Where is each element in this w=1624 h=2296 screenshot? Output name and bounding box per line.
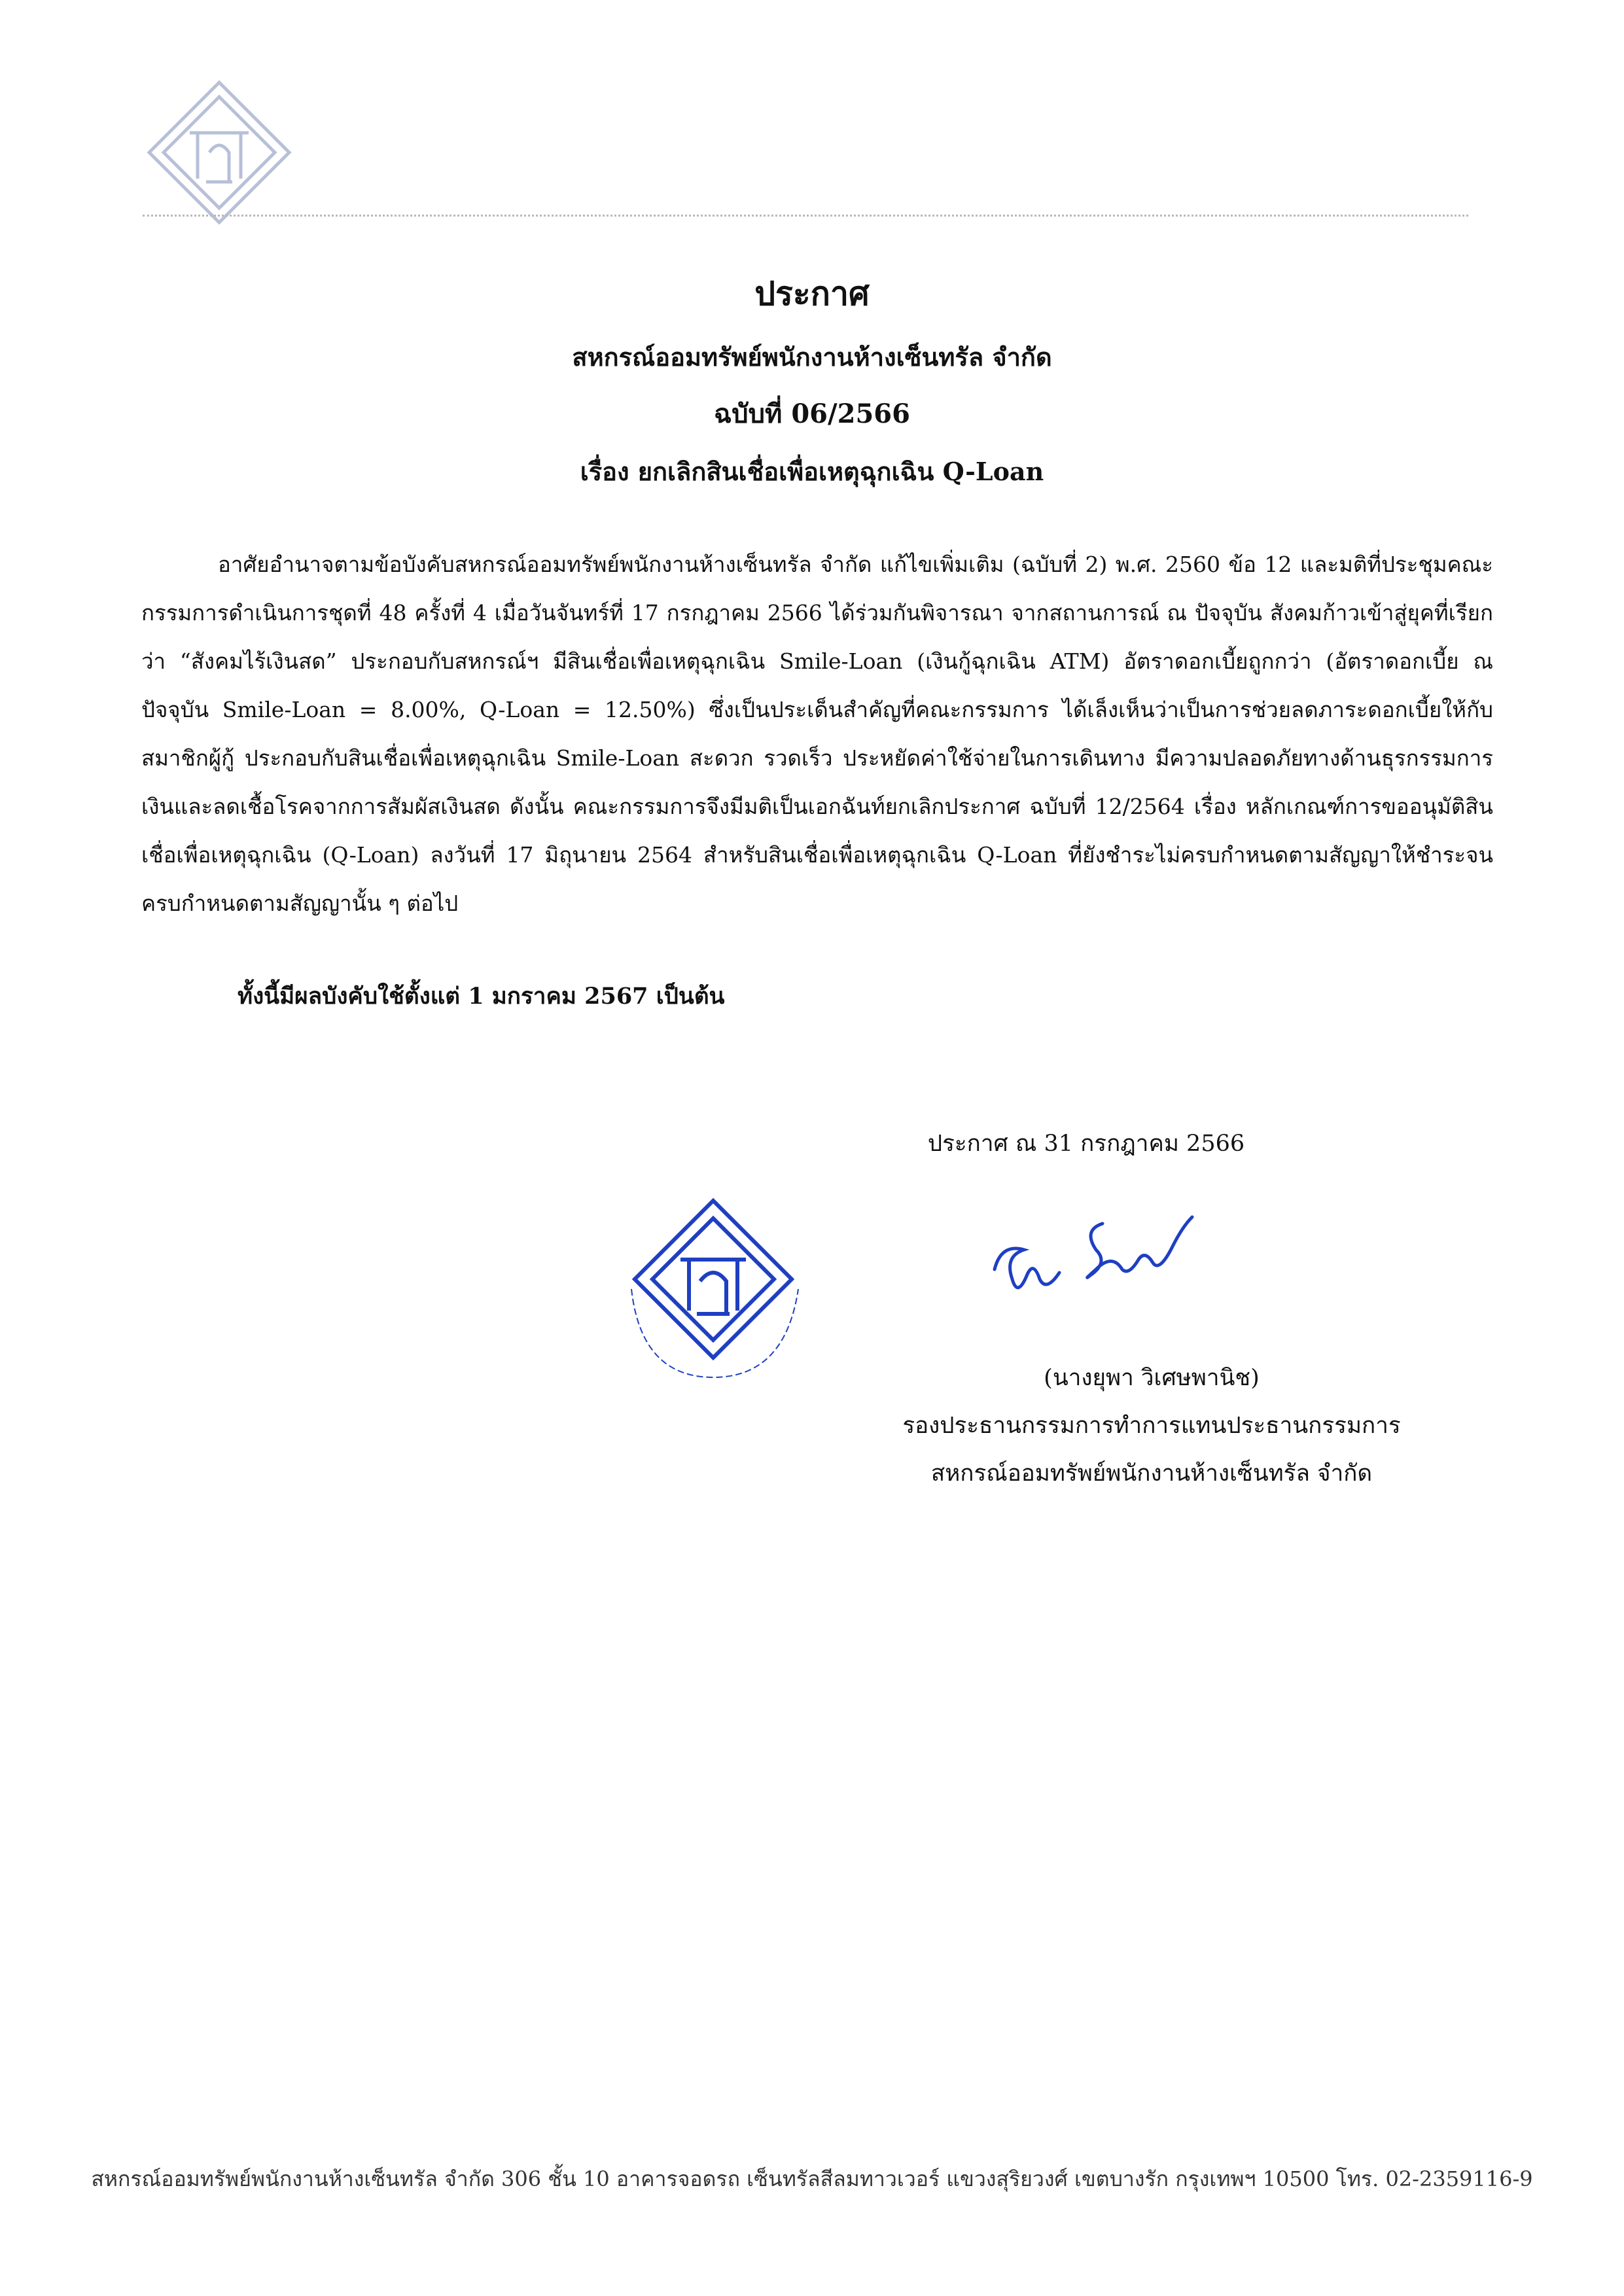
footer-address: สหกรณ์ออมทรัพย์พนักงานห้างเซ็นทรัล จำกัด 306 ชั้น 10 อาคารจอดรถ เซ็นทรัลสีลมทาวเวอร์ แขวงสุริยวงศ์ เขตบางรัก กรุงเทพฯ 10500 โทร. 02-2359116-9 (91, 2166, 1533, 2191)
signatory-organization: สหกรณ์ออมทรัพย์พนักงานห้างเซ็นทรัล จำกัด (930, 1460, 1373, 1487)
signatory-position: รองประธานกรรมการทำการแทนประธานกรรมการ (902, 1413, 1401, 1439)
handwritten-signature-icon (981, 1197, 1224, 1309)
coop-seal-stamp-icon (602, 1191, 824, 1387)
announcement-subject: เรื่อง ยกเลิกสินเชื่อเพื่อเหตุฉุกเฉิน Q-Loan (580, 457, 1044, 486)
header-divider (143, 215, 1468, 217)
organization-name: สหกรณ์ออมทรัพย์พนักงานห้างเซ็นทรัล จำกัด (572, 342, 1052, 372)
announcement-date: ประกาศ ณ 31 กรกฎาคม 2566 (927, 1131, 1245, 1157)
coop-logo-icon (144, 77, 294, 228)
signatory-name: (นางยุพา วิเศษพานิช) (1044, 1365, 1260, 1391)
body-paragraph-text: อาศัยอำนาจตามข้อบังคับสหกรณ์ออมทรัพย์พนักงานห้างเซ็นทรัล จำกัด แก้ไขเพิ่มเติม (ฉบับที่ 2) พ.ศ. 2560 ข้อ 12 และมติที่ประชุมคณะกรรมการดำเนินการชุดที่ 48 ครั้งที่ 4 เมื่อวันจันทร์ที่ 17 กรกฎาคม 2566 ได้ร่วมกันพิจารณา จากสถานการณ์ ณ ปัจจุบัน สังคมก้าวเข้าสู่ยุคที่เรียกว่า “สังคมไร้เงินสด” ประกอบกับสหกรณ์ฯ มีสินเชื่อเพื่อเหตุฉุกเฉิน Smile-Loan (เงินกู้ฉุกเฉิน ATM) อัตราดอกเบี้ยถูกกว่า (อัตราดอกเบี้ย ณ ปัจจุบัน Smile-Loan = 8.00%, Q-Loan = 12.50%) ซึ่งเป็นประเด็นสำคัญที่คณะกรรมการ ได้เล็งเห็นว่าเป็นการช่วยลดภาระดอกเบี้ยให้กับสมาชิกผู้กู้ ประกอบกับสินเชื่อเพื่อเหตุฉุกเฉิน Smile-Loan สะดวก รวดเร็ว ประหยัดค่าใช้จ่ายในการเดินทาง มีความปลอดภัยทางด้านธุรกรรมการเงินและลดเชื้อโรคจากการสัมผัสเงินสด ดังนั้น คณะกรรมการจึงมีมติเป็นเอกฉันท์ยกเลิกประกาศ ฉบับที่ 12/2564 เรื่อง หลักเกณฑ์การขออนุมัติสินเชื่อเพื่อเหตุฉุกเฉิน (Q-Loan) ลงวันที่ 17 มิถุนายน 2564 สำหรับสินเชื่อเพื่อเหตุฉุกเฉิน Q-Loan ที่ยังชำระไม่ครบกำหนดตามสัญญาให้ชำระจนครบกำหนดตามสัญญานั้น ๆ ต่อไป (141, 552, 1493, 916)
announcement-number: ฉบับที่ 06/2566 (714, 398, 910, 429)
announcement-title: ประกาศ (754, 274, 870, 313)
body-paragraph (141, 540, 1493, 928)
effective-date-statement: ทั้งนี้มีผลบังคับใช้ตั้งแต่ 1 มกราคม 2567 เป็นต้น (238, 983, 725, 1010)
signature-block (805, 1354, 1498, 1498)
